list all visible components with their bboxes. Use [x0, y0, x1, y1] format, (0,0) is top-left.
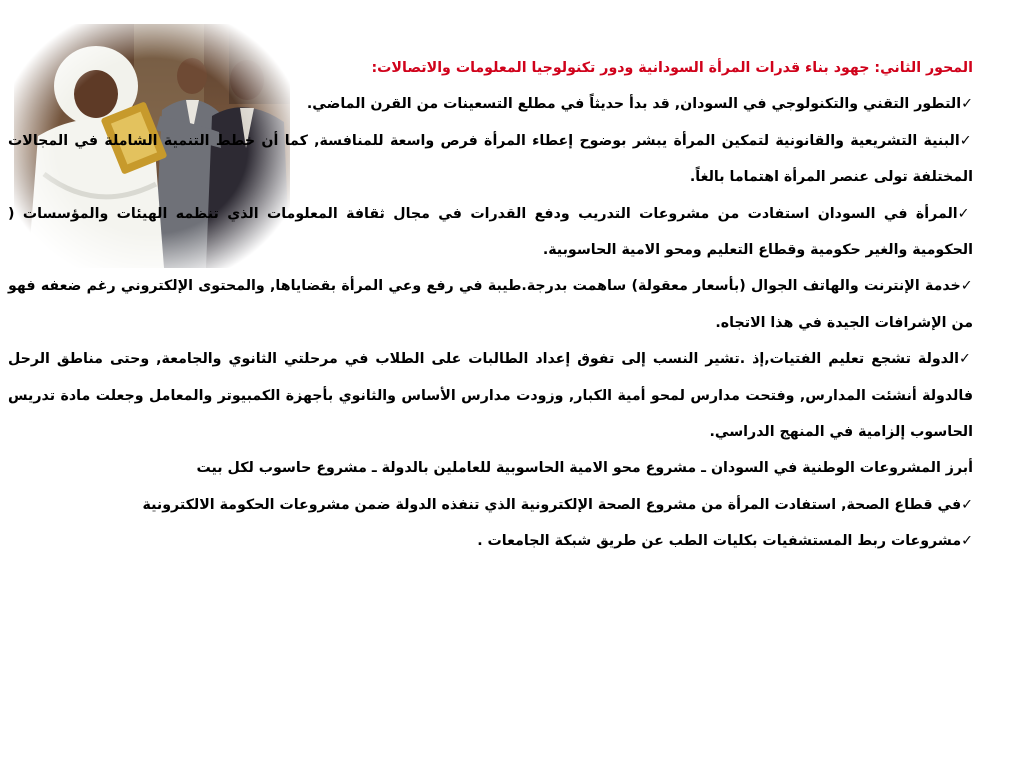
list-item-text: خدمة الإنترنت والهاتف الجوال (بأسعار معقولة) ساهمت بدرجة.طيبة في رفع وعي المرأة بقضاياها, والمحتوى الإلكتروني رغم ضعفه فهو من الإشرافات الجيدة في هذا الاتجاه. — [8, 278, 973, 331]
list-item-text: الدولة تشجع تعليم الفتيات,إذ .تشير النسب إلى تفوق إعداد الطالبات على الطلاب في مرحلتي الثانوي والجامعة, وحتى مناطق الرحل فالدولة أنشئت المدارس, وفتحت مدارس لمحو أمية الكبار, وزودت مدارس الأساس والثانوي بأجهزة الكمبيوتر والمعامل وجعلت مادة تدريس الحاسوب إلزامية في المنهج الدراسي. — [8, 351, 973, 441]
paragraph-text: أبرز المشروعات الوطنية في السودان ـ مشروع محو الامية الحاسوبية للعاملين بالدولة ـ مشروع حاسوب لكل بيت — [196, 460, 973, 477]
list-item — [8, 487, 973, 523]
checkmark-icon: ✓ — [957, 205, 973, 222]
list-item — [8, 341, 973, 450]
checkmark-icon: ✓ — [960, 278, 974, 295]
list-item-text: البنية التشريعية والقانونية لتمكين المرأة يبشر بوضوح إعطاء المرأة فرص واسعة للمنافسة, كما أن خطط التنمية الشاملة في المجالات المختلفة تولى عنصر المرأة اهتماما بالغاً. — [8, 132, 973, 186]
list-item-text: التطور التقني والتكنولوجي في السودان, قد بدأ حديثاً في مطلع التسعينات من القرن الماضي. — [306, 96, 962, 113]
list-item-text: المرأة في السودان استفادت من مشروعات التدريب ودفع القدرات في مجال ثقافة المعلومات الذي تنظمه الهيئات والمؤسسات ( الحكومية والغير حكومية وقطاع التعليم ومحو الامية الحاسوبية. — [8, 205, 973, 259]
list-item-text: مشروعات ربط المستشفيات بكليات الطب عن طريق شبكة الجامعات . — [477, 533, 962, 550]
list-item — [8, 86, 973, 122]
section-heading: المحور الثاني: جهود بناء قدرات المرأة السودانية ودور تكنولوجيا المعلومات والاتصالات: — [371, 60, 973, 76]
list-item — [8, 268, 973, 341]
checkmark-icon: ✓ — [959, 132, 973, 149]
list-item — [8, 523, 973, 559]
checkmark-icon: ✓ — [961, 96, 973, 113]
list-item — [8, 196, 973, 269]
checkmark-icon: ✓ — [959, 351, 973, 368]
document-body — [8, 50, 973, 560]
list-item-text: في قطاع الصحة, استفادت المرأة من مشروع الصحة الإلكترونية الذي تنفذه الدولة ضمن مشروعات الحكومة الالكترونية — [142, 496, 962, 513]
checkmark-icon: ✓ — [961, 496, 973, 513]
list-item — [8, 123, 973, 196]
plain-paragraph — [8, 450, 973, 486]
checkmark-icon: ✓ — [961, 533, 973, 550]
